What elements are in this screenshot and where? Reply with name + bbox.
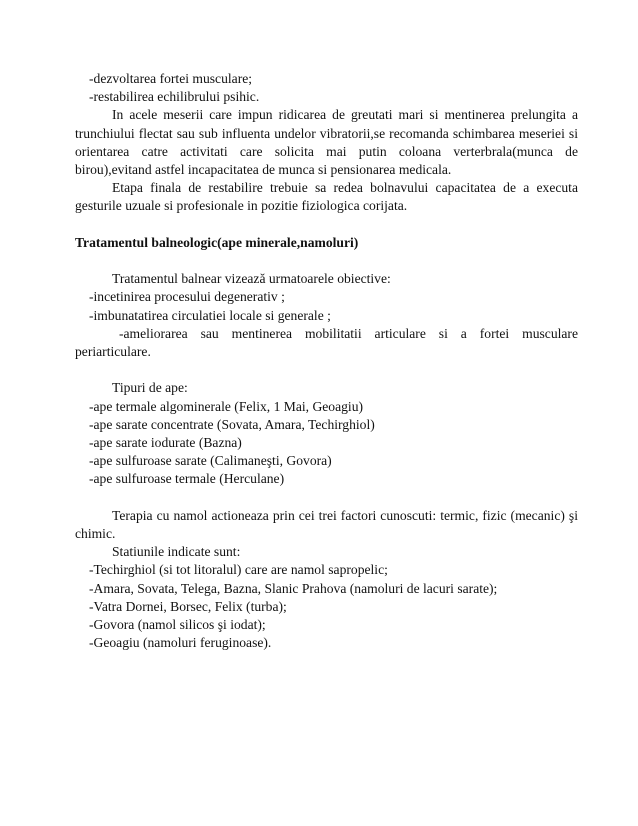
list-item: -ape sarate iodurate (Bazna) — [89, 435, 242, 451]
list-item: -imbunatatirea circulatiei locale si generale ; — [89, 307, 331, 323]
list-item: -ape sulfuroase sarate (Calimaneşti, Govora) — [89, 453, 332, 469]
document-page — [75, 70, 578, 652]
list-item: -Geoagiu (namoluri feruginoase). — [89, 635, 272, 651]
list-item: -ape sarate concentrate (Sovata, Amara, Techirghiol) — [89, 416, 375, 432]
list-item: -Vatra Dornei, Borsec, Felix (turba); — [89, 598, 287, 614]
list-item: -ape sulfuroase termale (Herculane) — [89, 471, 285, 487]
paragraph-mud-therapy: Terapia cu namol actioneaza prin cei trei factori cunoscuti: termic, fizic (mecanic) şi chimic. — [75, 507, 578, 542]
paragraph-final-stage: Etapa finala de restabilire trebuie sa redea bolnavului capacitatea de a executa gesturile uzuale si profesionale in pozitie fiziologica corijata. — [75, 180, 578, 214]
water-types-intro: Tipuri de ape: — [112, 380, 188, 396]
objectives-intro: Tratamentul balnear vizează urmatoarele obiective: — [112, 271, 391, 287]
list-item: -Govora (namol silicos şi iodat); — [89, 617, 266, 633]
stations-intro: Statiunile indicate sunt: — [112, 544, 241, 560]
list-item: -dezvoltarea fortei musculare; — [89, 71, 253, 86]
list-item: -restabilirea echilibrului psihic. — [89, 89, 260, 105]
list-item: -Techirghiol (si tot litoralul) care are namol sapropelic; — [89, 562, 388, 578]
list-item: -Amara, Sovata, Telega, Bazna, Slanic Prahova (namoluri de lacuri sarate); — [89, 580, 498, 596]
paragraph-occupation-advice: In acele meserii care impun ridicarea de greutati mari si mentinerea prelungita a trunchiului flectat sau sub influenta undelor vibratorii,se recomanda schimbarea meseriei si orientarea catre activitati care solicita mai putin coloana verterbrala(munca de birou),evitand astfel incapacitatea de munca si pensionarea medicala. — [75, 107, 578, 178]
list-item: -incetinirea procesului degenerativ ; — [89, 289, 285, 305]
list-item: -ameliorarea sau mentinerea mobilitatii articulare si a fortei musculare periarticulare. — [75, 325, 578, 360]
section-heading: Tratamentul balneologic(ape minerale,namoluri) — [75, 234, 359, 250]
list-item: -ape termale algominerale (Felix, 1 Mai, Geoagiu) — [89, 398, 364, 414]
